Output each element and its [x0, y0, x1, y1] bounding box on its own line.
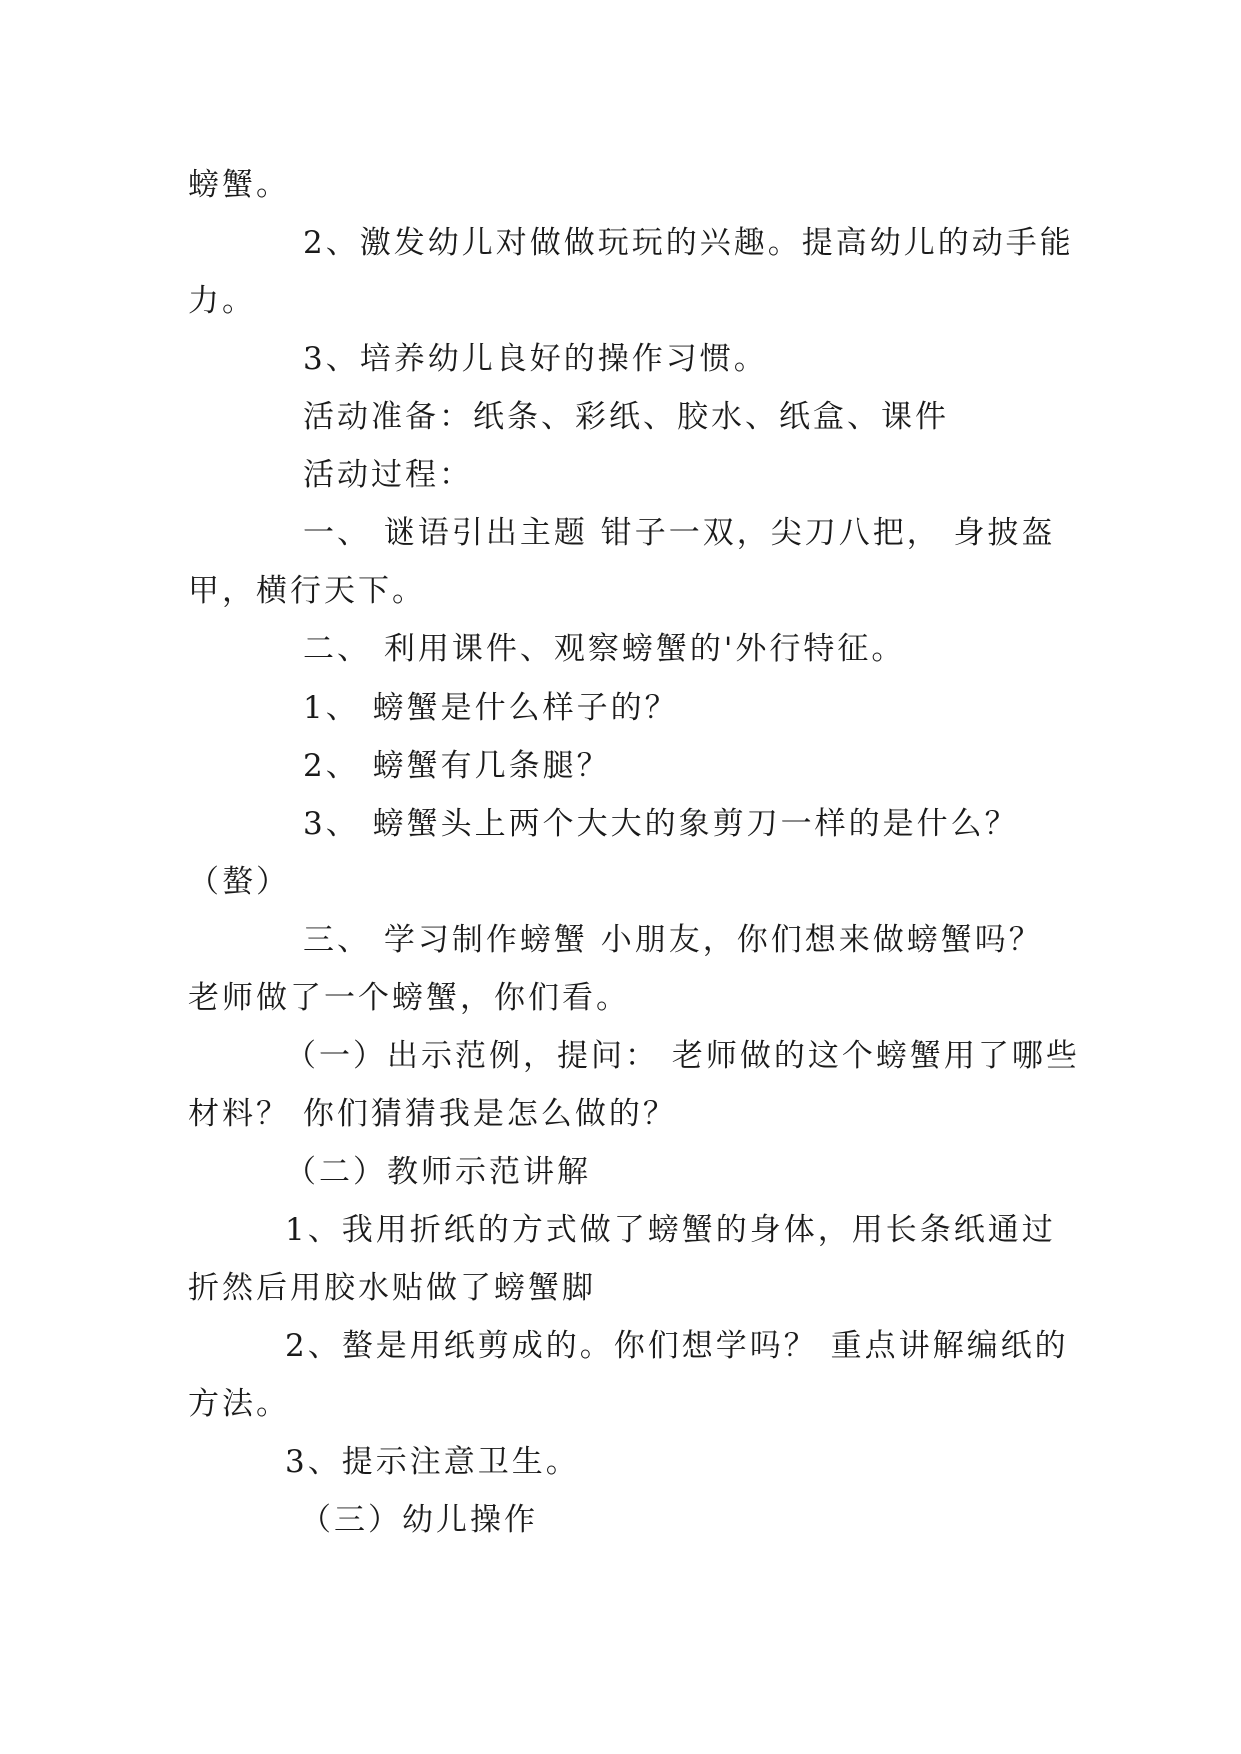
text-line: 3、培养幼儿良好的操作习惯。	[303, 341, 768, 377]
text-line: 二、 利用课件、观察螃蟹的'外行特征。	[303, 631, 906, 667]
text-line: 活动准备：纸条、彩纸、胶水、纸盒、课件	[303, 399, 949, 435]
text-line: 螃蟹。	[188, 167, 290, 203]
text-line: 3、提示注意卫生。	[285, 1444, 580, 1480]
text-line: 力。	[188, 283, 256, 319]
text-line: 2、 螃蟹有几条腿？	[303, 748, 611, 784]
text-line: 1、我用折纸的方式做了螃蟹的身体，用长条纸通过	[285, 1212, 1056, 1248]
text-line: 一、 谜语引出主题 钳子一双，尖刀八把， 身披盔	[303, 515, 1056, 551]
text-line: （螯）	[188, 864, 290, 900]
text-line: 甲，横行天下。	[188, 573, 426, 609]
text-line: 折然后用胶水贴做了螃蟹脚	[188, 1270, 596, 1306]
text-line: 1、 螃蟹是什么样子的？	[303, 690, 679, 726]
text-line: （二）教师示范讲解	[285, 1154, 591, 1190]
text-line: 三、 学习制作螃蟹 小朋友，你们想来做螃蟹吗？	[303, 922, 1043, 958]
text-line: 方法。	[188, 1386, 290, 1422]
text-line: （三）幼儿操作	[300, 1502, 538, 1538]
text-line: （一）出示范例，提问： 老师做的这个螃蟹用了哪些	[285, 1038, 1080, 1074]
text-line: 3、 螃蟹头上两个大大的象剪刀一样的是什么？	[303, 806, 1019, 842]
text-line: 2、激发幼儿对做做玩玩的兴趣。提高幼儿的动手能	[303, 225, 1074, 261]
text-line: 材料？ 你们猜猜我是怎么做的？	[188, 1096, 677, 1132]
text-line: 2、螯是用纸剪成的。你们想学吗？ 重点讲解编纸的	[285, 1328, 1069, 1364]
text-line: 老师做了一个螃蟹，你们看。	[188, 980, 630, 1016]
text-line: 活动过程：	[303, 457, 473, 493]
